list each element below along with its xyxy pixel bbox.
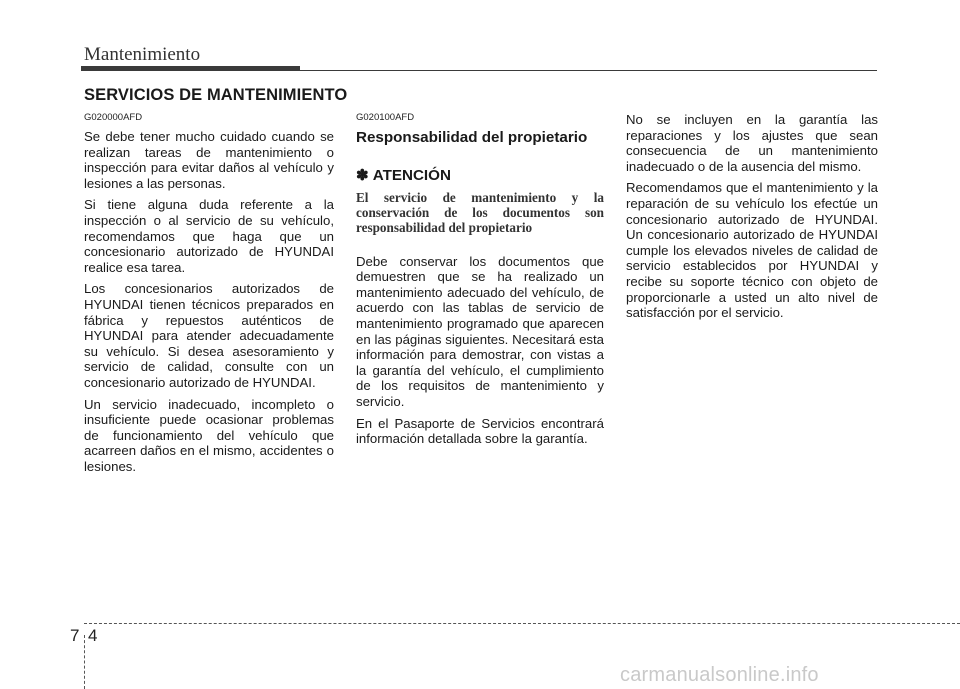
paragraph: Si tiene alguna duda referente a la inspección o al servicio de su vehículo, recomendamos que haga que un concesionario autorizado de HYUNDAI realice esa tarea. [84, 197, 334, 275]
column-3 [626, 112, 878, 327]
paragraph: No se incluyen en la garantía las reparaciones y los ajustes que sean consecuencia de un mantenimiento inadecuado o de la ausencia del mismo. [626, 112, 878, 174]
column-1 [84, 112, 334, 480]
column-2 [356, 112, 604, 453]
section-title: SERVICIOS DE MANTENIMIENTO [84, 86, 348, 104]
footer-rule [84, 623, 960, 624]
watermark: carmanualsonline.info [620, 664, 819, 686]
page-chapter-number: 7 [70, 626, 80, 645]
paragraph: Los concesionarios autorizados de HYUNDAI tienen técnicos preparados en fábrica y repuestos auténticos de HYUNDAI para atender adecuadamente su vehículo. Si desea asesoramiento y servicio de calidad, consulte con un concesionario autorizado de HYUNDAI. [84, 281, 334, 390]
paragraph: Un servicio inadecuado, incompleto o insuficiente puede ocasionar problemas de funcionamiento del vehículo que acarreen daños en el mismo, accidentes o lesiones. [84, 396, 334, 474]
attention-star-icon: ✽ [356, 167, 369, 184]
header-rule-thin [300, 70, 877, 71]
page-number: 4 [88, 626, 98, 645]
subsection-heading: Responsabilidad del propietario [356, 129, 588, 146]
attention-label: ATENCIÓN [372, 167, 451, 184]
footer-vertical-rule [84, 635, 85, 689]
section-code: G020100AFD [356, 112, 415, 123]
attention-heading [356, 166, 604, 184]
section-code: G020000AFD [84, 112, 143, 123]
paragraph: En el Pasaporte de Servicios encontrará información detallada sobre la garantía. [356, 415, 604, 447]
header-rule-thick [81, 66, 300, 71]
attention-subtitle: El servicio de mantenimiento y la conservación de los documentos son responsabilidad del propietario [356, 190, 604, 236]
paragraph: Se debe tener mucho cuidado cuando se realizan tareas de mantenimiento o inspección para evitar daños al vehículo y lesiones a las personas. [84, 129, 334, 191]
paragraph: Debe conservar los documentos que demuestren que se ha realizado un mantenimiento adecuado del vehículo, de acuerdo con las tablas de servicio de mantenimiento programado que aparecen en las páginas siguientes. Necesitará esta información para demostrar, con vistas a la garantía del vehículo, el cumplimiento de los requisitos de mantenimiento y servicio. [356, 253, 604, 409]
chapter-title: Mantenimiento [84, 44, 201, 65]
paragraph: Recomendamos que el mantenimiento y la reparación de su vehículo los efectúe un concesionario autorizado de HYUNDAI. Un concesionario autorizado de HYUNDAI cumple los elevados niveles de calidad de servicio establecidos por HYUNDAI y recibe su soporte técnico con objeto de proporcionarle a usted un alto nivel de satisfacción por el servicio. [626, 180, 878, 321]
